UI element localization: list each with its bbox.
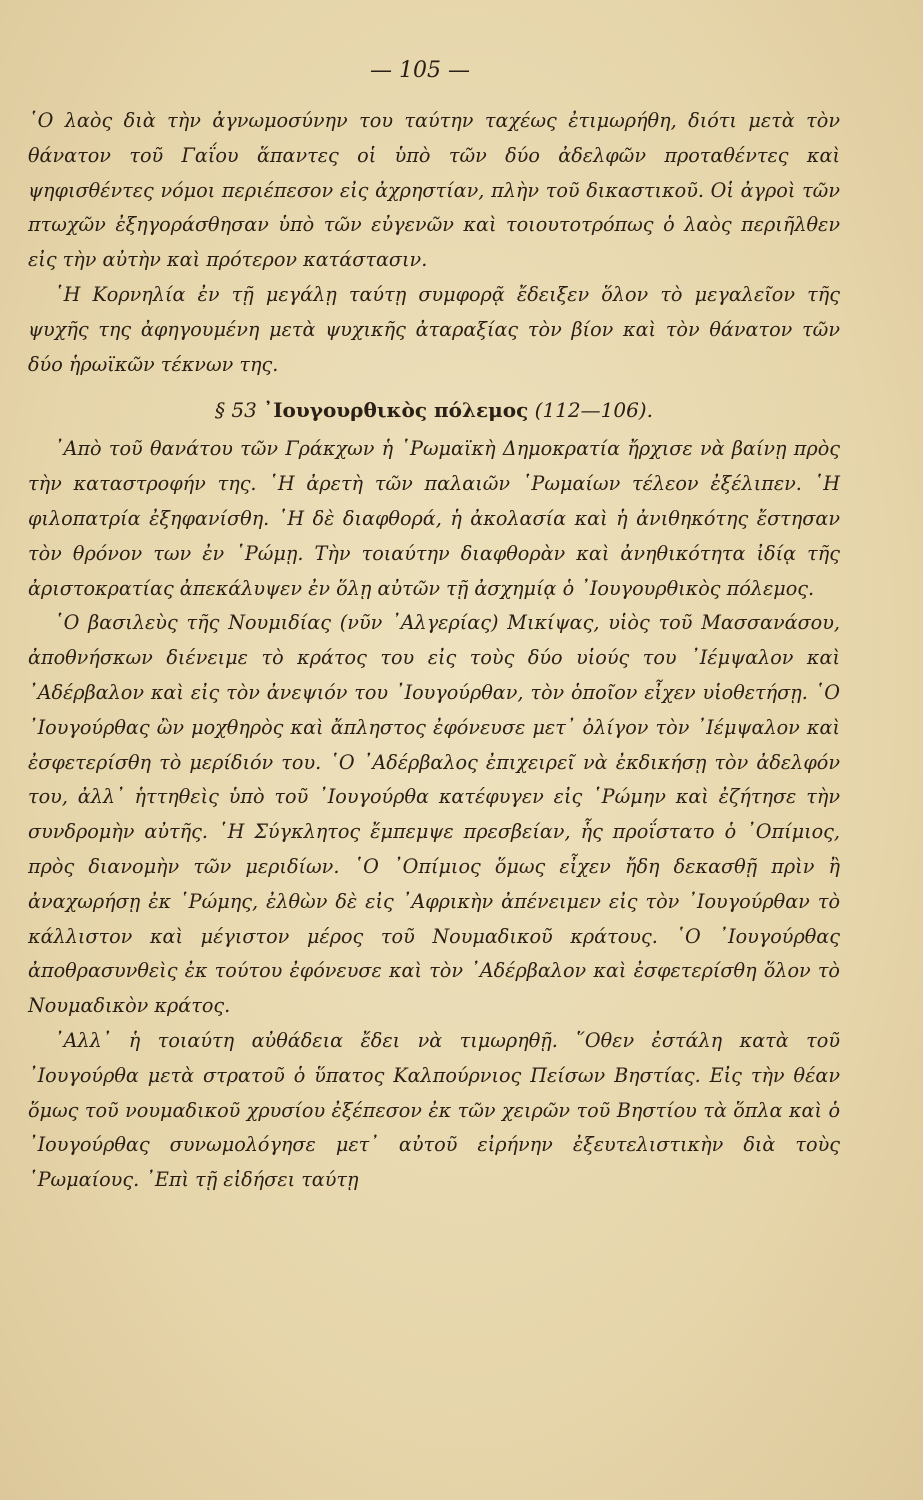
paragraph-cornelia: ῾Η Κορνηλία ἐν τῇ μεγάλῃ ταύτῃ συμφορᾷ ἔδειξεν ὅλον τὸ μεγαλεῖον τῆς ψυχῆς της ἀφηγουμένη μετὰ ψυχικῆς ἀταραξίας τὸν βίον καὶ τὸν θάνατον τῶν δύο ἡρωϊκῶν τέκνων της. <box>28 282 840 376</box>
section-dates: (112—106). <box>534 398 653 423</box>
page-number: — 105 — <box>370 58 470 83</box>
section-title: ᾿Ιουγουρθικὸς πόλεμος <box>263 398 529 423</box>
section-number: § 53 <box>215 398 257 423</box>
section-heading <box>28 392 840 428</box>
paragraph-bestia: ᾿Αλλ᾿ ἡ τοιαύτη αὐθάδεια ἔδει νὰ τιμωρηθῇ. ῞Οθεν ἐστάλη κατὰ τοῦ ᾿Ιουγούρθα μετὰ στρατοῦ ὁ ὕπατος Καλπούρνιος Πείσων Βηστίας. Εἰς τὴν θέαν ὅμως τοῦ νουμαδικοῦ χρυσίου ἐξέπεσον ἐκ τῶν χειρῶν τοῦ Βηστίου τὰ ὅπλα καὶ ὁ ᾿Ιουγούρθας συνωμολόγησε μετ᾿ αὐτοῦ εἰρήνην ἐξευτελιστικὴν διὰ τοὺς ῾Ρωμαίους. ᾿Επὶ τῇ εἰδήσει ταύτῃ <box>28 1028 840 1192</box>
paragraph-numidia-king: ῾Ο βασιλεὺς τῆς Νουμιδίας (νῦν ᾿Αλγερίας) Μικίψας, υἱὸς τοῦ Μασσανάσου, ἀποθνήσκων διένειμε τὸ κράτος του εἰς τοὺς δύο υἱούς του ᾿Ιέμψαλον καὶ ᾿Αδέρβαλον καὶ εἰς τὸν ἀνεψιόν του ᾿Ιουγούρθαν, τὸν ὁποῖον εἶχεν υἱοθετήσῃ. ῾Ο ᾿Ιουγούρθας ὢν μοχθηρὸς καὶ ἄπληστος ἐφόνευσε μετ᾿ ὀλίγον τὸν ᾿Ιέμψαλον καὶ ἐσφετερίσθη τὸ μερίδιόν του. ῾Ο ᾿Αδέρβαλος ἐπιχειρεῖ νὰ ἐκδικήσῃ τὸν ἀδελφόν του, ἀλλ᾿ ἡττηθεὶς ὑπὸ τοῦ ᾿Ιουγούρθα κατέφυγεν εἰς ῾Ρώμην καὶ ἐζήτησε τὴν συνδρομὴν αὐτῆς. ῾Η Σύγκλητος ἔμπεμψε πρεσβείαν, ἧς προΐστατο ὁ ᾿Οπίμιος, πρὸς διανομὴν τῶν μεριδίων. ῾Ο ᾿Οπίμιος ὅμως εἶχεν ἤδη δεκασθῇ πρὶν ἢ ἀναχωρήσῃ ἐκ ῾Ρώμης, ἐλθὼν δὲ εἰς ᾿Αφρικὴν ἀπένειμεν εἰς τὸν ᾿Ιουγούρθαν τὸ κάλλιστον καὶ μέγιστον μέρος τοῦ Νουμαδικοῦ κράτους. ῾Ο ᾿Ιουγούρθας ἀποθρασυνθεὶς ἐκ τούτου ἐφόνευσε καὶ τὸν ᾿Αδέρβαλον καὶ ἐσφετερίσθη ὅλον τὸ Νουμαδικὸν κράτος. <box>28 611 840 1018</box>
page-text <box>28 104 840 1198</box>
paragraph-republic-decline: ᾿Απὸ τοῦ θανάτου τῶν Γράκχων ἡ ῾Ρωμαϊκὴ Δημοκρατία ἤρχισε νὰ βαίνῃ πρὸς τὴν καταστροφήν της. ῾Η ἀρετὴ τῶν παλαιῶν ῾Ρωμαίων τέλεον ἐξέλιπεν. ῾Η φιλοπατρία ἐξηφανίσθη. ῾Η δὲ διαφθορά, ἡ ἀκολασία καὶ ἡ ἀνιθηκότης ἔστησαν τὸν θρόνον των ἐν ῾Ρώμῃ. Τὴν τοιαύτην διαφθορὰν καὶ ἀνηθικότητα ἰδίᾳ τῆς ἀριστοκρατίας ἀπεκάλυψεν ἐν ὅλῃ αὐτῶν τῇ ἀσχημίᾳ ὁ ᾿Ιουγουρθικὸς πόλεμος. <box>28 437 840 600</box>
paragraph-people-punished: ῾Ο λαὸς διὰ τὴν ἀγνωμοσύνην του ταύτην ταχέως ἐτιμωρήθη, διότι μετὰ τὸν θάνατον τοῦ Γαΐου ἅπαντες οἱ ὑπὸ τῶν δύο ἀδελφῶν προταθέντες καὶ ψηφισθέντες νόμοι περιέπεσον εἰς ἀχρηστίαν, πλὴν τοῦ δικαστικοῦ. Οἱ ἀγροὶ τῶν πτωχῶν ἐξηγοράσθησαν ὑπὸ τῶν εὐγενῶν καὶ τοιουτοτρόπως ὁ λαὸς περιῆλθεν εἰς τὴν αὐτὴν καὶ πρότερον κατάστασιν. <box>28 109 840 272</box>
